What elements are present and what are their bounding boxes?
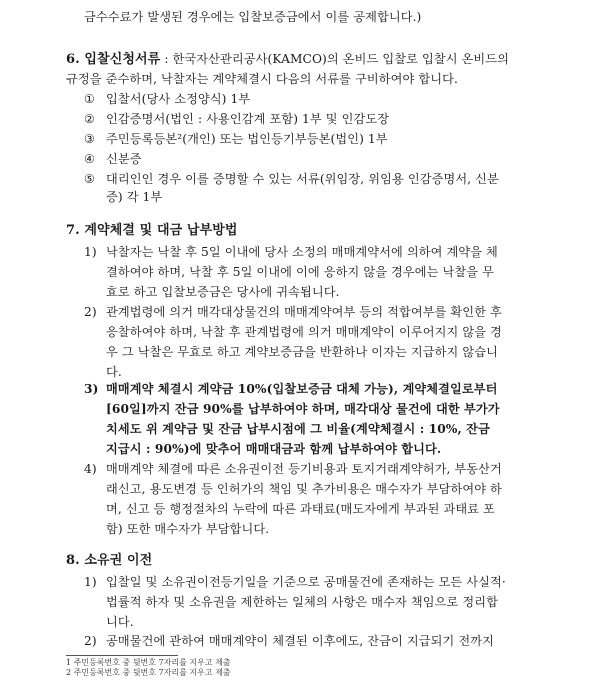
section-7-heading: 7. 계약체결 및 대금 납부방법 <box>66 223 238 238</box>
paragraph-line: 니다. <box>106 615 134 629</box>
paragraph-line: 법률적 하자 및 소유권을 제한하는 일체의 사항은 매수자 책임으로 정리합 <box>106 595 498 609</box>
paragraph-line: 1) 입찰일 및 소유권이전등기일을 기준으로 공매물건에 존재하는 모든 사실적· <box>84 575 506 589</box>
list-item: ④ 신분증 <box>84 152 142 166</box>
paragraph-line: 결하여야 하며, 낙찰 후 5일 이내에 이에 응하지 않을 경우에는 낙찰을 무 <box>106 265 494 279</box>
paragraph-line: 1) 낙찰자는 낙찰 후 5일 이내에 당사 소정의 매매계약서에 의하여 계약을 체 <box>84 245 498 259</box>
paragraph-line: 효로 하고 입찰보증금은 당사에 귀속됩니다. <box>106 285 340 299</box>
footnote-2: 2 주민등록번호 중 뒷번호 7자리를 지우고 제출 <box>66 668 231 677</box>
section-8-heading: 8. 소유권 이전 <box>66 553 153 568</box>
paragraph-line-bold: 치세도 위 계약금 및 잔금 납부시점에 그 비율(계약체결시 : 10%, 잔금 <box>106 422 490 436</box>
paragraph-line-bold: 지급시 : 90%)에 맞추어 매매대금과 함께 납부하여야 합니다. <box>106 442 442 456</box>
footnote-1: 1 주민등록번호 중 뒷번호 7자리를 지우고 제출 <box>66 658 231 667</box>
section-6-heading-line2: 규정을 준수하며, 낙찰자는 계약체결시 다음의 서류를 구비하여야 합니다. <box>66 72 458 86</box>
paragraph-line: 다. <box>106 365 122 379</box>
paragraph-line: 며, 신고 등 행정절차의 누락에 따른 과태료(매도자에게 부과된 과태료 포 <box>106 502 495 516</box>
list-item: ③ 주민등록등본²(개인) 또는 법인등기부등본(법인) 1부 <box>84 132 388 146</box>
section-6-heading <box>66 50 509 69</box>
list-item: ⑤ 대리인인 경우 이를 증명할 수 있는 서류(위임장, 위임용 인감증명서, 신분 <box>84 172 499 186</box>
paragraph-line: 래신고, 용도변경 등 인허가의 책임 및 추가비용은 매수자가 부담하여야 하 <box>106 482 502 496</box>
list-item: ② 인감증명서(법인 : 사용인감계 포함) 1부 및 인감도장 <box>84 112 390 126</box>
paragraph-line-bold: [60일]까지 잔금 90%를 납부하여야 하며, 매각대상 물건에 대한 부가가 <box>106 402 500 416</box>
list-item: ① 입찰서(당사 소정양식) 1부 <box>84 92 251 106</box>
paragraph-line: 응찰하여야 하며, 낙찰 후 관계법령에 의거 매매계약이 이루어지지 않을 경 <box>106 325 502 339</box>
paragraph-line: 2) 관계법령에 의거 매각대상물건의 매매계약여부 등의 적합여부를 확인한 후 <box>84 305 502 319</box>
paragraph-line: 4) 매매계약 체결에 따른 소유권이전 등기비용과 토지거래계약허가, 부동산거 <box>84 462 502 476</box>
intro-line: 금수수료가 발생된 경우에는 입찰보증금에서 이를 공제합니다.) <box>84 10 422 24</box>
section-6-title: 6. 입찰신청서류 <box>66 52 161 67</box>
paragraph-line: 2) 공매물건에 관하여 매매계약이 체결된 이후에도, 잔금이 지급되기 전까지 <box>84 634 494 648</box>
list-item: 증) 각 1부 <box>106 190 163 204</box>
paragraph-line-bold: 3) 매매계약 체결시 계약금 10%(입찰보증금 대체 가능), 계약체결일로부터 <box>84 382 498 396</box>
paragraph-line: 함) 또한 매수자가 부담합니다. <box>106 522 270 536</box>
section-6-heading-rest: : 한국자산관리공사(KAMCO)의 온비드 입찰로 입찰시 온비드의 <box>160 52 510 66</box>
paragraph-line: 우 그 낙찰은 무효로 하고 계약보증금을 반환하나 이자는 지급하지 않습니 <box>106 345 498 359</box>
footnote-divider <box>66 655 178 656</box>
